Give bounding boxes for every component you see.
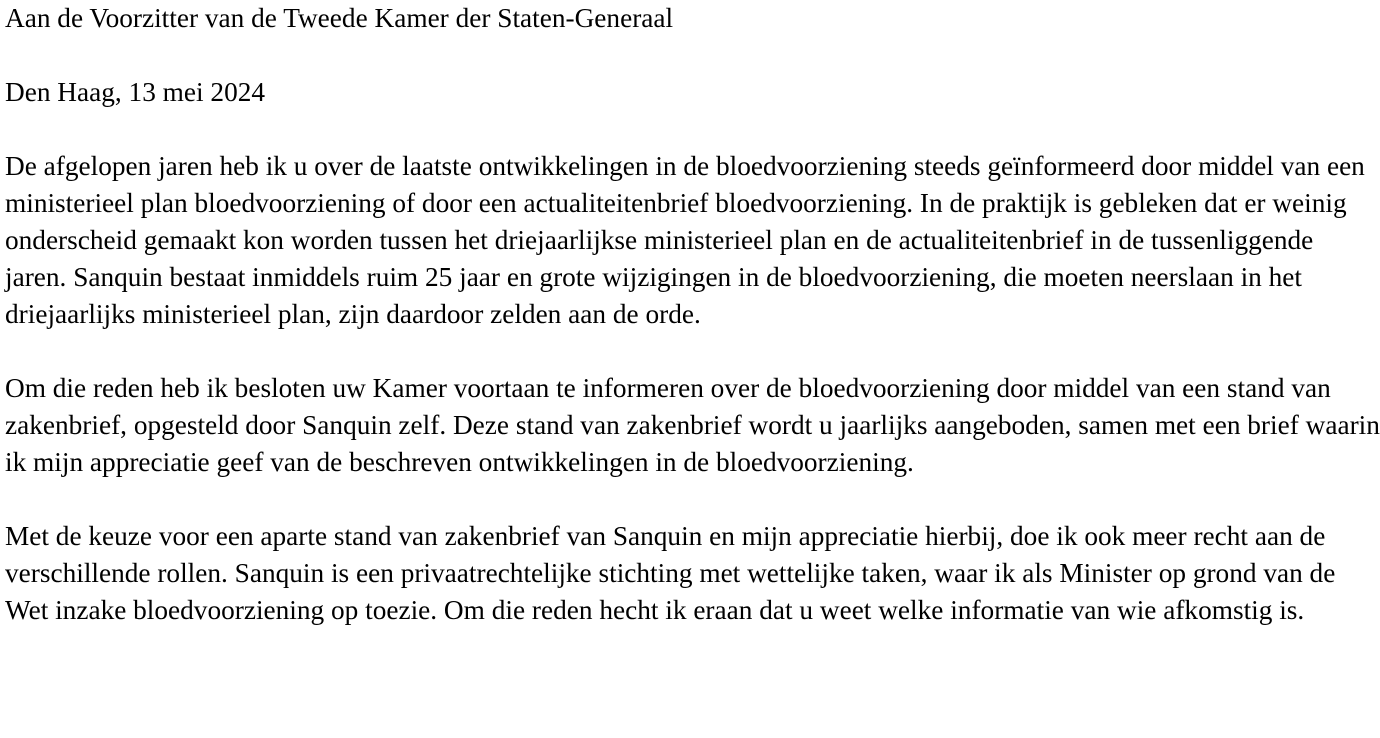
- paragraph-3: Met de keuze voor een aparte stand van zakenbrief van Sanquin en mijn appreciatie hierbij, doe ik ook meer recht aan de verschillende rollen. Sanquin is een privaatrechtelijke stichting met wettelijke taken, waar ik als Minister op grond van de Wet inzake bloedvoorziening op toezie. Om die reden hecht ik eraan dat u weet welke informatie van wie afkomstig is.: [5, 521, 1336, 625]
- addressee-line: Aan de Voorzitter van de Tweede Kamer der Staten-Generaal: [5, 3, 674, 33]
- place-date-line: Den Haag, 13 mei 2024: [5, 77, 266, 107]
- paragraph-1: De afgelopen jaren heb ik u over de laatste ontwikkelingen in de bloedvoorziening steeds geïnformeerd door middel van een ministerieel plan bloedvoorziening of door een actualiteitenbrief bloedvoorziening. In de praktijk is gebleken dat er weinig onderscheid gemaakt kon worden tussen het driejaarlijkse ministerieel plan en de actualiteitenbrief in de tussenliggende jaren. Sanquin bestaat inmiddels ruim 25 jaar en grote wijzigingen in de bloedvoorziening, die moeten neerslaan in het driejaarlijks ministerieel plan, zijn daardoor zelden aan de orde.: [5, 151, 1365, 329]
- paragraph-2: Om die reden heb ik besloten uw Kamer voortaan te informeren over de bloedvoorziening door middel van een stand van zakenbrief, opgesteld door Sanquin zelf. Deze stand van zakenbrief wordt u jaarlijks aangeboden, samen met een brief waarin ik mijn appreciatie geef van de beschreven ontwikkelingen in de bloedvoorziening.: [5, 373, 1380, 477]
